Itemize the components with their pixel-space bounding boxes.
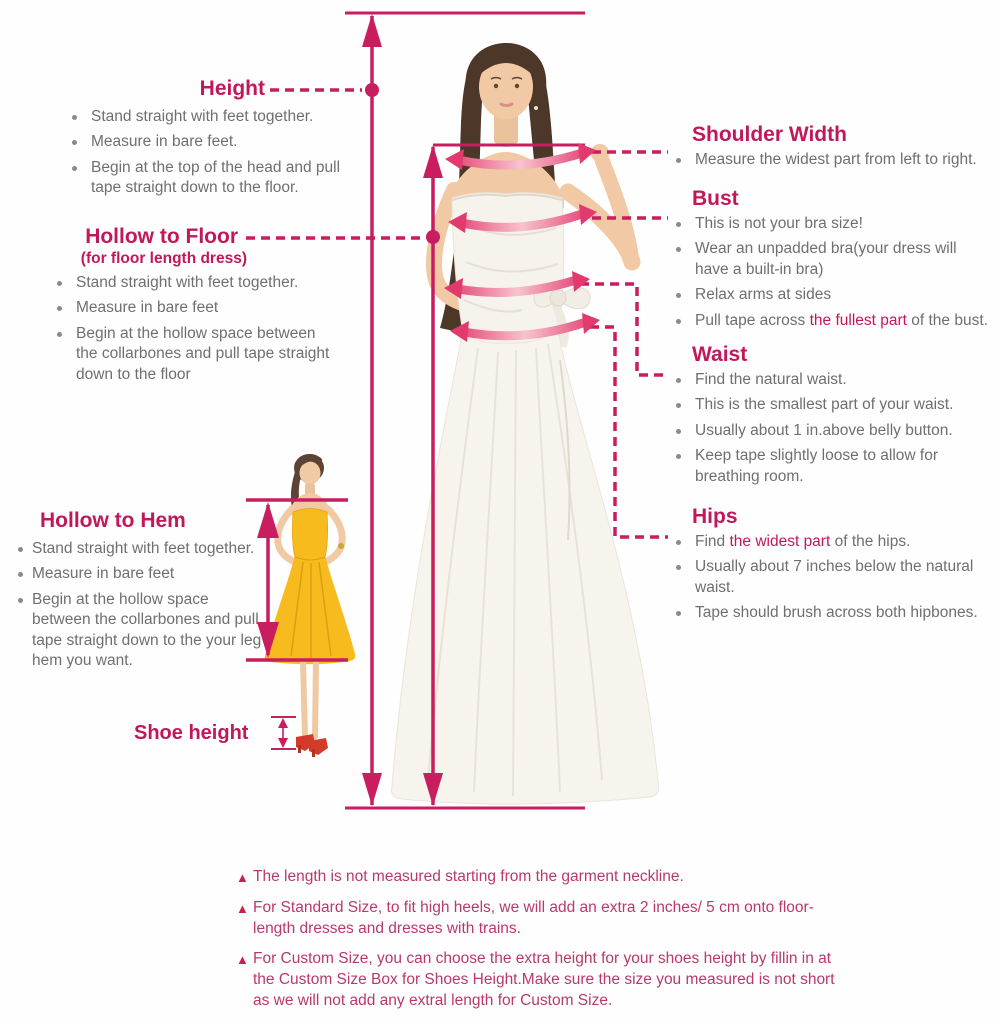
bullet-dot [676,540,681,545]
waist-leader-line [580,284,668,375]
list-item [668,446,1000,487]
bullet-highlight-text: the fullest part [809,311,907,329]
list-item [668,603,1000,623]
bullet-text: Stand straight with feet together. [91,108,314,125]
shoulder-width-section [668,122,1000,175]
list-item [14,590,269,672]
footnotes [236,866,856,1020]
bullet-dot [18,547,23,552]
bullet-highlight-text: the widest part [729,533,831,550]
hips-section [668,504,1000,629]
note-item [236,897,856,939]
list-item [668,214,1000,234]
bullet-text: Find the natural waist. [695,371,847,388]
bullet-text-part: Pull tape across [695,311,810,329]
bullet-dot [72,140,77,145]
list-item [668,285,1000,305]
bullet-text [695,311,988,331]
bullet-text [695,532,910,552]
hollow-to-floor-bullet-list [55,273,355,385]
list-item [60,107,350,127]
bullet-dot [676,429,681,434]
bullet-text: Measure the widest part from left to right. [695,151,977,168]
bullet-dot [57,332,62,337]
list-item [55,273,355,293]
note-text: For Standard Size, to fit high heels, we will add an extra 2 inches/ 5 cm onto floor-length dresses and dresses with trains. [253,899,814,937]
note-text: The length is not measured starting from the garment neckline. [253,868,684,885]
list-item [55,298,355,318]
bullet-dot [57,281,62,286]
list-item [668,557,1000,598]
bullet-dot [676,454,681,459]
hollow-to-hem-title: Hollow to Hem [40,509,186,532]
list-item [14,539,269,559]
shoe-height-title: Shoe height [134,722,249,744]
bullet-dot [676,247,681,252]
shoulder-width-title: Shoulder Width [692,123,847,146]
bullet-text: This is the smallest part of your waist. [695,396,954,414]
bullet-text: Tape should brush across both hipbones. [695,604,978,622]
bullet-dot [57,306,62,311]
shoe-height-measure-icon [271,717,296,749]
bullet-dot [72,115,77,120]
bullet-text: Usually about 1 in.above belly button. [695,421,953,439]
bullet-dot [676,319,681,324]
list-item [668,239,1000,280]
warning-triangle-icon: ▲ [236,870,249,885]
hollow-to-hem-bullet-list [14,539,269,672]
bullet-dot [676,403,681,408]
bullet-text: This is not your bra size! [695,215,863,232]
hollow-to-floor-title: Hollow to Floor [85,225,238,248]
bullet-text: Measure in bare feet [32,565,175,583]
list-item [668,532,1000,552]
bullet-dot [676,611,681,616]
height-title: Height [199,77,265,100]
height-section [60,76,350,204]
bullet-text: Keep tape slightly loose to allow for breathing room. [695,447,938,485]
bust-section [668,186,1000,336]
list-item [14,564,269,584]
hips-title: Hips [692,505,738,528]
list-item [668,421,1000,441]
bullet-dot [18,598,23,603]
bullet-dot [676,378,681,383]
hollow-to-floor-subtitle: (for floor length dress) [80,250,247,267]
bullet-text-part: of the hips. [830,533,911,550]
bullet-dot [72,166,77,171]
list-item [60,132,350,152]
hollow-to-floor-section [55,224,355,390]
height-measure-line [362,14,382,806]
warning-triangle-icon: ▲ [236,952,249,967]
note-item [236,866,856,888]
bullet-dot [676,293,681,298]
list-item [55,324,355,385]
bullet-text: Stand straight with feet together. [32,540,255,557]
waist-section [668,342,1000,492]
warning-triangle-icon: ▲ [236,901,249,916]
bust-title: Bust [692,187,739,210]
bullet-text-part: Find [695,533,730,550]
bullet-text: Wear an unpadded bra(your dress will have a built-in bra) [695,240,957,278]
list-item [668,311,1000,331]
bullet-text: Measure in bare feet. [91,133,238,151]
bullet-dot [676,565,681,570]
list-item [60,158,350,199]
hollow-to-hem-section [14,508,269,677]
note-text: For Custom Size, you can choose the extra height for your shoes height by fillin in at the Custom Size Box for Shoes Height.Make sure the size you measured is not short as we will not add any extral length for Custom Size. [253,950,835,1009]
bullet-dot [18,572,23,577]
bullet-dot [676,222,681,227]
bullet-text: Measure in bare feet [76,299,219,317]
red-shoes [296,734,328,757]
bullet-text-part: of the bust. [906,311,988,329]
bullet-text: Begin at the top of the head and pull tape straight down to the floor. [91,158,341,197]
bullet-text: Stand straight with feet together. [76,274,299,291]
bullet-dot [676,158,681,163]
list-item [668,395,1000,415]
bullet-text: Relax arms at sides [695,286,832,304]
waist-title: Waist [692,343,748,366]
height-bullet-list [60,107,350,199]
list-item [668,150,1000,170]
bullet-text: Begin at the hollow space between the collarbones and pull tape straight down to the floor [76,324,330,383]
note-item [236,948,856,1011]
bullet-text: Begin at the hollow space between the collarbones and pull tape straight down to the your leg hem you want. [32,590,262,670]
list-item [668,370,1000,390]
bullet-text: Usually about 7 inches below the natural waist. [695,558,974,596]
